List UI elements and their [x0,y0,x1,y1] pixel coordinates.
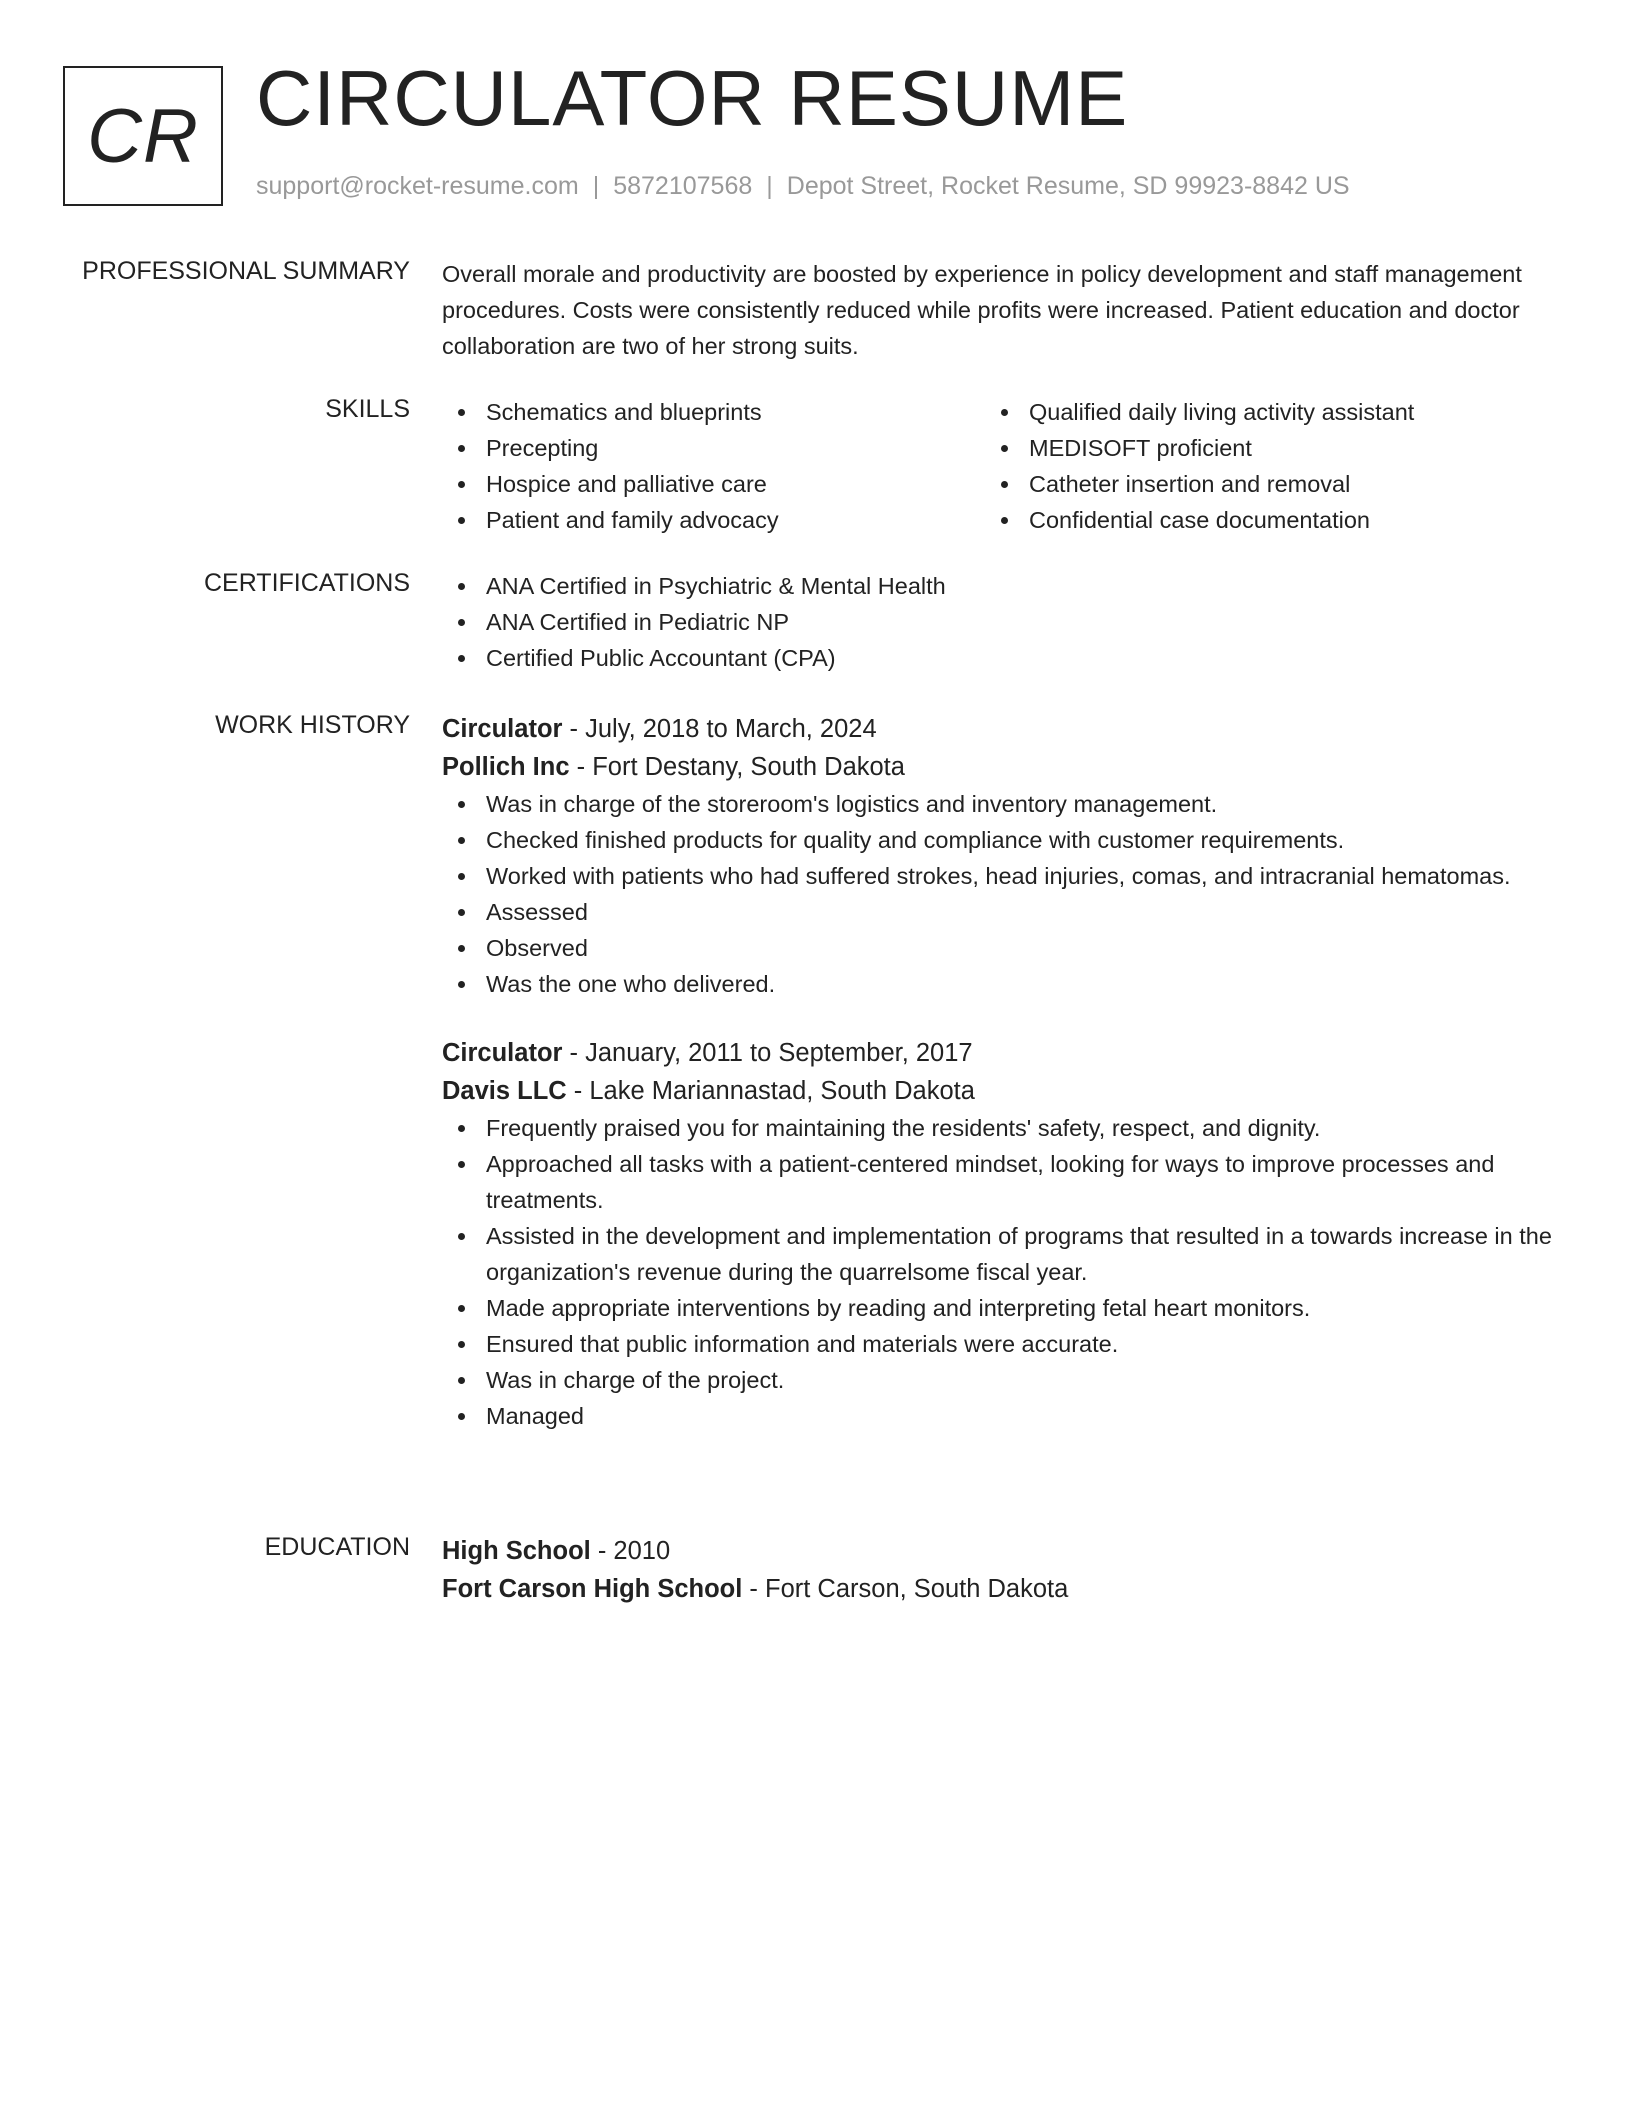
skills-column-left [442,394,985,538]
job-company-line [442,1072,1552,1110]
job-title: Circulator [442,1039,563,1067]
job-duty: Approached all tasks with a patient-centered mindset, looking for ways to improve processes and treatments. [442,1146,1552,1218]
contact-address: Depot Street, Rocket Resume, SD 99923-8842 US [786,172,1350,200]
job-title-line [442,1034,1552,1072]
certification-item: ANA Certified in Pediatric NP [442,604,1552,640]
skill-item: Hospice and palliative care [442,466,985,502]
job-duties [442,1110,1552,1434]
job-company: Davis LLC [442,1077,567,1105]
education-heading: EDUCATION [264,1533,410,1561]
job-duty: Observed [442,930,1552,966]
skills-column-right [985,394,1528,538]
monogram-box [63,66,223,206]
certification-item: ANA Certified in Psychiatric & Mental Health [442,568,1552,604]
resume-title: CIRCULATOR RESUME [256,54,1129,142]
job-duty: Frequently praised you for maintaining the residents' safety, respect, and dignity. [442,1110,1552,1146]
skill-item: Confidential case documentation [985,502,1528,538]
job-entry [442,1034,1552,1434]
summary-body [442,256,1552,364]
education-degree: High School [442,1537,591,1565]
contact-line [256,172,1350,201]
job-duty: Was in charge of the project. [442,1362,1552,1398]
job-duty: Checked finished products for quality and compliance with customer requirements. [442,822,1552,858]
contact-separator: | [592,172,600,200]
job-location: - Fort Destany, South Dakota [569,753,905,781]
job-duty: Assessed [442,894,1552,930]
education-year: - 2010 [590,1537,671,1565]
work-history-body [442,710,1552,1434]
education-degree-line [442,1532,1552,1570]
education-school: Fort Carson High School [442,1575,743,1603]
education-body [442,1532,1552,1608]
certifications-body [442,568,1552,676]
contact-email: support@rocket-resume.com [256,172,579,200]
skills-body [442,394,1552,538]
job-dates: - July, 2018 to March, 2024 [562,715,877,743]
monogram-initials: CR [87,93,199,179]
skill-item: MEDISOFT proficient [985,430,1528,466]
job-duty: Managed [442,1398,1552,1434]
contact-separator: | [766,172,773,200]
skill-item: Schematics and blueprints [442,394,985,430]
skill-item: Catheter insertion and removal [985,466,1528,502]
job-duties [442,786,1552,1002]
job-duty: Worked with patients who had suffered strokes, head injuries, comas, and intracranial hematomas. [442,858,1552,894]
job-duty: Was in charge of the storeroom's logistics and inventory management. [442,786,1552,822]
skill-item: Patient and family advocacy [442,502,985,538]
contact-phone: 5872107568 [613,172,753,200]
job-location: - Lake Mariannastad, South Dakota [566,1077,975,1105]
education-location: - Fort Carson, South Dakota [742,1575,1069,1603]
job-entry [442,710,1552,1002]
work-history-heading: WORK HISTORY [215,711,410,739]
summary-text: Overall morale and productivity are boosted by experience in policy development and staff management procedures. Costs were consistently reduced while profits were increased. Patient education and doctor collaboration are two of her strong suits. [442,261,1522,359]
skill-item: Qualified daily living activity assistant [985,394,1528,430]
job-duty: Was the one who delivered. [442,966,1552,1002]
job-title-line [442,710,1552,748]
certification-item: Certified Public Accountant (CPA) [442,640,1552,676]
job-dates: - January, 2011 to September, 2017 [562,1039,973,1067]
job-company-line [442,748,1552,786]
job-duty: Made appropriate interventions by reading and interpreting fetal heart monitors. [442,1290,1552,1326]
skill-item: Precepting [442,430,985,466]
certifications-heading: CERTIFICATIONS [203,569,410,597]
job-company: Pollich Inc [442,753,570,781]
job-title: Circulator [442,715,563,743]
job-duty: Assisted in the development and implementation of programs that resulted in a towards increase in the organization's revenue during the quarrelsome fiscal year. [442,1218,1552,1290]
education-school-line [442,1570,1552,1608]
job-duty: Ensured that public information and materials were accurate. [442,1326,1552,1362]
summary-heading: PROFESSIONAL SUMMARY [82,257,410,285]
skills-heading: SKILLS [325,395,410,423]
